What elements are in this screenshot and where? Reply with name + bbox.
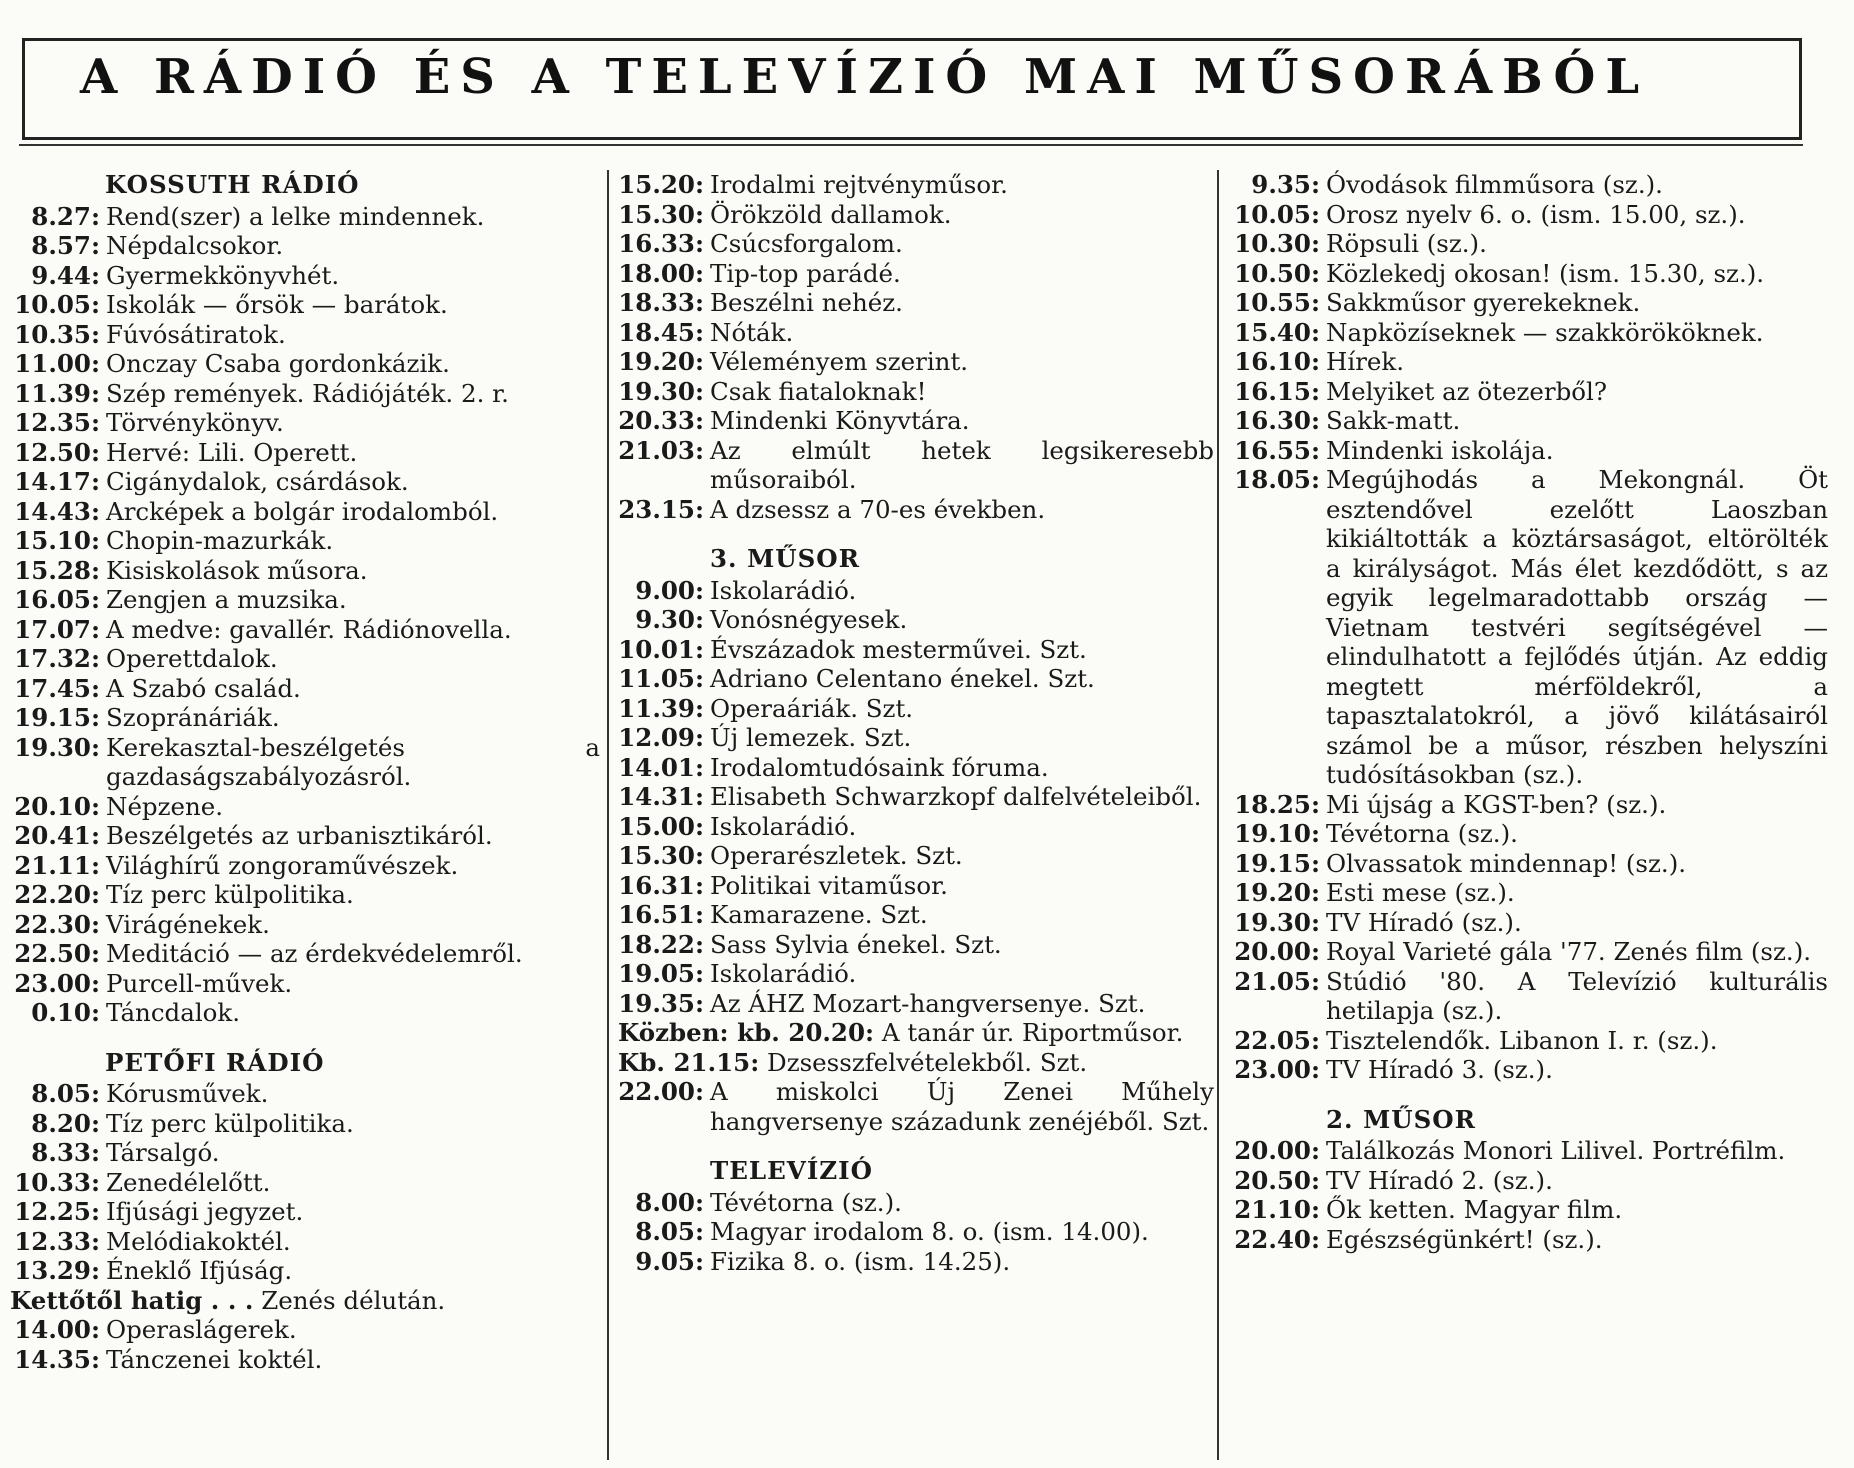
program-time: 19.30: [14, 732, 100, 762]
program-entry [618, 605, 1214, 635]
program-title: Nóták. [710, 317, 794, 347]
program-time: 20.33: [618, 406, 704, 435]
program-time: 10.35: [14, 319, 100, 349]
program-entry [10, 349, 600, 379]
program-entry [10, 320, 600, 350]
program-time: 11.39: [618, 693, 704, 723]
program-title: Purcell-művek. [106, 968, 293, 998]
program-entry [10, 438, 600, 468]
column-1 [10, 170, 600, 1386]
program-entry [618, 495, 1214, 525]
program-entry [1228, 849, 1828, 879]
program-title: Operarészletek. Szt. [710, 841, 963, 870]
program-entry [10, 497, 600, 527]
program-time: 19.20: [1234, 878, 1320, 907]
program-title: Zenedélelőtt. [106, 1167, 271, 1197]
program-title: Fúvósátiratok. [106, 319, 286, 349]
program-entry [618, 377, 1214, 407]
program-entry [618, 1077, 1214, 1136]
program-time: 21.11: [14, 850, 100, 880]
program-entry [1228, 878, 1828, 908]
program-title: Népzene. [106, 791, 224, 821]
program-title: Röpsuli (sz.). [1326, 229, 1487, 258]
program-time: 10.50: [1234, 258, 1320, 288]
program-title: Adriano Celentano énekel. Szt. [710, 664, 1095, 693]
program-entry [10, 1138, 600, 1168]
column-divider [1217, 170, 1219, 1460]
program-time: 10.55: [1234, 288, 1320, 317]
program-time: 20.00: [1234, 1136, 1320, 1165]
program-title: Napközíseknek — szakkörököknek. [1326, 317, 1764, 347]
program-title: Iskolarádió. [710, 575, 857, 605]
program-entry [1228, 908, 1828, 938]
program-title: Véleményem szerint. [710, 347, 969, 376]
program-time: 18.25: [1234, 789, 1320, 819]
program-time: 22.50: [14, 939, 100, 968]
program-time: 20.41: [14, 821, 100, 850]
program-entry [1228, 200, 1828, 230]
program-time: 23.15: [618, 494, 704, 524]
program-entry [10, 556, 600, 586]
program-title: Virágénekek. [106, 909, 270, 939]
program-title: Sakk-matt. [1326, 406, 1461, 435]
program-time: 11.05: [618, 664, 704, 693]
program-time: 19.35: [618, 988, 704, 1018]
program-title: Éneklő Ifjúság. [106, 1256, 293, 1285]
program-section [618, 170, 1214, 524]
program-title: Beszélgetés az urbanisztikáról. [106, 821, 493, 850]
program-title: Vonósnégyesek. [710, 605, 908, 634]
program-title: Fizika 8. o. (ism. 14.25). [710, 1246, 1011, 1276]
program-time: 22.00: [618, 1077, 704, 1106]
program-time: 8.05: [31, 1079, 100, 1108]
program-entry [1228, 377, 1828, 407]
program-title: Megújhodás a Mekongnál. Öt esztendővel ezelőtt Laoszban kikiáltották a köztársaságot, eltörölték a királyságot. Más élet kezdődött, s az egyik legelmaradottabb ország — Vietnam testvéri segítségével — elindulhatott a fejlődés útján. Az eddig megtett mérföldekről, a tapasztalatokról, a jövő kilátásairól számol be a műsor, részben helyszíni tudósításokban (sz.). [1326, 465, 1828, 789]
program-entry [10, 1079, 600, 1109]
program-title: Tíz perc külpolitika. [106, 880, 354, 909]
program-entry [1228, 967, 1828, 1026]
program-entry [618, 959, 1214, 989]
program-time: 22.20: [14, 880, 100, 909]
program-entry [618, 170, 1214, 200]
program-section [618, 1156, 1214, 1276]
program-entry [1228, 937, 1828, 967]
program-time: 21.05: [1234, 966, 1320, 996]
program-time: 16.33: [618, 229, 704, 258]
program-entry [1228, 288, 1828, 318]
program-title: Évszázadok mesterművei. Szt. [710, 634, 1087, 664]
program-title: Politikai vitaműsor. [710, 870, 948, 900]
program-title: Olvassatok mindennap! (sz.). [1326, 848, 1687, 878]
program-title: Orosz nyelv 6. o. (ism. 15.00, sz.). [1326, 199, 1746, 229]
program-title: Világhírű zongoraművészek. [106, 850, 459, 880]
program-title: Sass Sylvia énekel. Szt. [710, 929, 1002, 959]
program-entry [10, 615, 600, 645]
section-title: TELEVÍZIÓ [710, 1156, 873, 1185]
program-time: 15.40: [1234, 317, 1320, 347]
program-title: Kisiskolások műsora. [106, 555, 368, 585]
program-entry [10, 231, 600, 261]
program-entry [618, 782, 1214, 812]
program-entry [618, 900, 1214, 930]
program-entry [1228, 1195, 1828, 1225]
program-entry [10, 261, 600, 291]
program-time: 16.55: [1234, 435, 1320, 465]
program-title: Arcképek a bolgár irodalomból. [106, 496, 499, 526]
program-entry [1228, 1136, 1828, 1166]
program-time: 22.30: [14, 909, 100, 939]
program-time: 16.31: [618, 870, 704, 900]
program-section [1228, 170, 1828, 1085]
program-entry [618, 406, 1214, 436]
program-time: 8.05: [635, 1217, 704, 1246]
program-time: 10.30: [1234, 229, 1320, 258]
program-time: 12.35: [14, 408, 100, 437]
program-entry [10, 290, 600, 320]
program-title: Mindenki Könyvtára. [710, 406, 970, 435]
program-entry [10, 792, 600, 822]
program-title: Táncdalok. [106, 998, 241, 1027]
program-time: 10.01: [618, 634, 704, 664]
program-entry [10, 1109, 600, 1139]
program-title: Hírek. [1326, 347, 1405, 376]
program-entry [10, 526, 600, 556]
program-entry [618, 841, 1214, 871]
program-entry [10, 821, 600, 851]
program-entry [1228, 1026, 1828, 1056]
program-time: 8.20: [31, 1108, 100, 1138]
program-entry [618, 930, 1214, 960]
program-time: 9.44: [31, 260, 100, 290]
program-title: Tévétorna (sz.). [1326, 819, 1518, 848]
program-entry [1228, 170, 1828, 200]
program-title: Tip-top parádé. [710, 258, 901, 288]
program-section [618, 544, 1214, 1136]
program-time: 22.05: [1234, 1025, 1320, 1055]
program-time: 19.15: [1234, 848, 1320, 878]
program-entry [10, 467, 600, 497]
program-time: 15.00: [618, 811, 704, 841]
program-entry [1228, 259, 1828, 289]
program-title: A medve: gavallér. Rádiónovella. [106, 614, 512, 644]
program-section [1228, 1105, 1828, 1255]
program-entry [10, 1315, 600, 1345]
program-time: 16.30: [1234, 406, 1320, 435]
program-title: Közlekedj okosan! (ism. 15.30, sz.). [1326, 258, 1765, 288]
program-title: Dzsesszfelvételekből. Szt. [767, 1047, 1088, 1077]
program-entry [618, 1217, 1214, 1247]
program-time: 10.33: [14, 1167, 100, 1197]
program-time: Kb. 21.15: [618, 1047, 760, 1077]
program-title: Népdalcsokor. [106, 231, 284, 260]
program-time: 17.32: [14, 644, 100, 673]
program-time: 16.05: [14, 585, 100, 614]
section-title: PETŐFI RÁDIÓ [105, 1047, 325, 1077]
program-title: Tánczenei koktél. [106, 1344, 323, 1374]
program-title: Zenés délután. [261, 1285, 446, 1315]
program-entry [618, 635, 1214, 665]
program-title: Operettdalok. [106, 644, 278, 673]
program-time: 11.00: [14, 349, 100, 378]
program-time: 14.35: [14, 1344, 100, 1374]
program-entry [618, 871, 1214, 901]
program-entry [618, 1048, 1214, 1078]
program-time: 19.20: [618, 347, 704, 376]
program-time: 18.33: [618, 288, 704, 317]
program-title: Meditáció — az érdekvédelemről. [106, 939, 523, 968]
program-title: Melódiakoktél. [106, 1226, 291, 1256]
program-entry [618, 1018, 1214, 1048]
program-title: Az ÁHZ Mozart-hangversenye. Szt. [710, 988, 1146, 1018]
program-title: Csak fiataloknak! [710, 376, 927, 406]
program-time: 23.00: [14, 968, 100, 998]
program-time: 14.00: [14, 1315, 100, 1344]
program-entry [1228, 819, 1828, 849]
program-time: 12.25: [14, 1197, 100, 1226]
program-time: 21.03: [618, 435, 704, 465]
masthead [22, 38, 1802, 140]
program-title: Kórusművek. [106, 1079, 269, 1108]
program-entry [1228, 318, 1828, 348]
program-time: 22.40: [1234, 1224, 1320, 1254]
page-title: A RÁDIÓ ÉS A TELEVÍZIÓ MAI MŰSORÁBÓL [80, 49, 1650, 105]
program-entry [10, 851, 600, 881]
program-time: 19.30: [618, 376, 704, 406]
program-time: 8.33: [31, 1138, 100, 1167]
program-title: Törvénykönyv. [106, 408, 284, 437]
program-time: 10.05: [1234, 199, 1320, 229]
program-time: 12.33: [14, 1226, 100, 1256]
program-entry [618, 288, 1214, 318]
program-entry [618, 229, 1214, 259]
program-time: 19.15: [14, 703, 100, 732]
program-title: Chopin-mazurkák. [106, 526, 334, 555]
column-2 [618, 170, 1214, 1288]
program-time: 14.43: [14, 496, 100, 526]
program-title: Irodalomtudósaink fóruma. [710, 752, 1049, 782]
program-entry [10, 408, 600, 438]
program-time: 11.39: [14, 378, 100, 408]
program-entry [618, 200, 1214, 230]
program-time: 0.10: [31, 998, 100, 1027]
program-time: 10.05: [14, 290, 100, 319]
program-entry [618, 694, 1214, 724]
program-title: Szopránáriák. [106, 703, 280, 732]
program-time: 13.29: [14, 1256, 100, 1285]
program-entry [10, 585, 600, 615]
program-title: Kamarazene. Szt. [710, 900, 928, 929]
program-title: Royal Varieté gála '77. Zenés film (sz.). [1326, 937, 1812, 966]
program-time: 18.22: [618, 929, 704, 959]
program-time: 18.05: [1234, 465, 1320, 494]
program-entry [1228, 347, 1828, 377]
program-title: Óvodások filmműsora (sz.). [1326, 170, 1663, 199]
program-time: Kettőtől hatig . . . [10, 1285, 254, 1315]
program-title: A miskolci Új Zenei Műhely hangversenye századunk zenéjéből. Szt. [710, 1077, 1214, 1136]
program-time: 12.09: [618, 723, 704, 752]
program-entry [10, 644, 600, 674]
program-time: 8.00: [635, 1187, 704, 1217]
program-section [10, 1048, 600, 1375]
column-3 [1228, 170, 1828, 1266]
section-title: 2. MŰSOR [1326, 1104, 1476, 1134]
program-title: Rend(szer) a lelke mindennek. [106, 201, 485, 231]
program-title: Szép remények. Rádiójáték. 2. r. [106, 378, 509, 408]
program-time: 21.10: [1234, 1195, 1320, 1224]
program-entry [10, 703, 600, 733]
column-divider [607, 170, 609, 1460]
program-time: 19.05: [618, 959, 704, 988]
program-time: Közben: kb. 20.20: [618, 1018, 875, 1047]
program-entry [10, 1286, 600, 1316]
program-title: Tévétorna (sz.). [710, 1187, 902, 1217]
program-time: 19.30: [1234, 907, 1320, 937]
program-title: Cigánydalok, csárdások. [106, 467, 409, 496]
program-entry [618, 259, 1214, 289]
program-title: A dzsessz a 70-es években. [710, 494, 1046, 524]
program-title: Irodalmi rejtvényműsor. [710, 170, 1008, 199]
program-time: 18.00: [618, 258, 704, 288]
program-time: 15.30: [618, 199, 704, 229]
program-title: Beszélni nehéz. [710, 288, 903, 317]
program-title: Tíz perc külpolitika. [106, 1108, 354, 1138]
program-title: Zengjen a muzsika. [106, 585, 347, 614]
program-title: Kerekasztal-beszélgetés a gazdaságszabályozásról. [106, 732, 600, 791]
program-entry [1228, 436, 1828, 466]
program-entry [10, 202, 600, 232]
program-time: 8.27: [31, 201, 100, 231]
program-title: Mindenki iskolája. [1326, 435, 1554, 465]
program-title: Operaáriák. Szt. [710, 693, 914, 723]
program-entry [1228, 1225, 1828, 1255]
program-title: Egészségünkért! (sz.). [1326, 1224, 1603, 1254]
program-title: Ők ketten. Magyar film. [1326, 1195, 1623, 1224]
program-entry [10, 1197, 600, 1227]
program-entry [10, 674, 600, 704]
program-time: 14.17: [14, 467, 100, 496]
program-time: 18.45: [618, 317, 704, 347]
program-entry [618, 812, 1214, 842]
program-title: TV Híradó 2. (sz.). [1326, 1165, 1553, 1195]
program-entry [1228, 1166, 1828, 1196]
program-title: Új lemezek. Szt. [710, 723, 912, 752]
program-time: 15.20: [618, 170, 704, 199]
program-title: Iskolarádió. [710, 959, 857, 988]
program-title: Sakkműsor gyerekeknek. [1326, 288, 1641, 317]
program-title: TV Híradó (sz.). [1326, 907, 1522, 937]
program-time: 20.00: [1234, 937, 1320, 966]
program-title: Onczay Csaba gordonkázik. [106, 349, 450, 378]
program-title: Iskolarádió. [710, 811, 857, 841]
program-entry [10, 1256, 600, 1286]
program-title: Operaslágerek. [106, 1315, 297, 1344]
program-entry [1228, 406, 1828, 436]
program-title: Ifjúsági jegyzet. [106, 1197, 304, 1226]
program-title: Elisabeth Schwarzkopf dalfelvételeiből. [710, 782, 1202, 811]
program-time: 14.31: [618, 782, 704, 811]
program-entry [618, 436, 1214, 495]
program-entry [618, 753, 1214, 783]
program-entry [618, 576, 1214, 606]
program-title: Esti mese (sz.). [1326, 878, 1515, 907]
program-time: 9.35: [1251, 170, 1320, 199]
program-title: Magyar irodalom 8. o. (ism. 14.00). [710, 1217, 1149, 1246]
program-entry [1228, 229, 1828, 259]
program-entry [618, 347, 1214, 377]
program-time: 17.07: [14, 614, 100, 644]
program-title: Az elmúlt hetek legsikeresebb műsoraiból. [710, 435, 1214, 494]
program-title: Melyiket az ötezerből? [1326, 376, 1607, 406]
program-title: Gyermekkönyvhét. [106, 260, 340, 290]
program-time: 23.00: [1234, 1055, 1320, 1084]
program-time: 16.10: [1234, 347, 1320, 376]
program-time: 19.10: [1234, 819, 1320, 848]
program-title: Társalgó. [106, 1138, 220, 1167]
program-time: 14.01: [618, 752, 704, 782]
program-entry [10, 733, 600, 792]
program-entry [618, 989, 1214, 1019]
program-title: Örökzöld dallamok. [710, 199, 952, 229]
program-title: TV Híradó 3. (sz.). [1326, 1055, 1553, 1084]
program-time: 8.57: [31, 231, 100, 260]
program-entry [618, 1188, 1214, 1218]
program-entry [10, 379, 600, 409]
program-title: Tisztelendők. Libanon I. r. (sz.). [1326, 1025, 1718, 1055]
program-title: Iskolák — őrsök — barátok. [106, 290, 448, 319]
program-title: A Szabó család. [106, 673, 301, 703]
program-time: 15.10: [14, 526, 100, 555]
program-time: 15.30: [618, 841, 704, 870]
program-title: Csúcsforgalom. [710, 229, 903, 258]
section-title: KOSSUTH RÁDIÓ [105, 170, 360, 199]
program-time: 15.28: [14, 555, 100, 585]
program-title: Hervé: Lili. Operett. [106, 437, 358, 467]
program-entry [10, 939, 600, 969]
program-entry [10, 1345, 600, 1375]
program-time: 9.30: [635, 605, 704, 634]
program-time: 17.45: [14, 673, 100, 703]
program-entry [618, 664, 1214, 694]
program-time: 16.51: [618, 900, 704, 929]
program-entry [618, 723, 1214, 753]
program-entry [618, 1247, 1214, 1277]
section-title: 3. MŰSOR [710, 544, 860, 573]
program-title: Mi újság a KGST-ben? (sz.). [1326, 789, 1667, 819]
program-entry [618, 318, 1214, 348]
program-title: Találkozás Monori Lilivel. Portréfilm. [1326, 1136, 1786, 1165]
program-time: 20.50: [1234, 1165, 1320, 1195]
program-time: 16.15: [1234, 376, 1320, 406]
program-entry [10, 880, 600, 910]
program-entry [10, 969, 600, 999]
program-time: 20.10: [14, 791, 100, 821]
program-entry [1228, 790, 1828, 820]
program-time: 9.00: [635, 575, 704, 605]
program-time: 9.05: [635, 1246, 704, 1276]
program-entry [10, 910, 600, 940]
program-title: Stúdió '80. A Televízió kulturális hetilapja (sz.). [1326, 966, 1828, 1025]
program-entry [10, 1227, 600, 1257]
program-section [10, 170, 600, 1028]
program-entry [10, 998, 600, 1028]
program-time: 12.50: [14, 437, 100, 467]
program-entry [1228, 465, 1828, 790]
program-entry [1228, 1055, 1828, 1085]
program-entry [10, 1168, 600, 1198]
program-title: A tanár úr. Riportműsor. [881, 1018, 1184, 1047]
